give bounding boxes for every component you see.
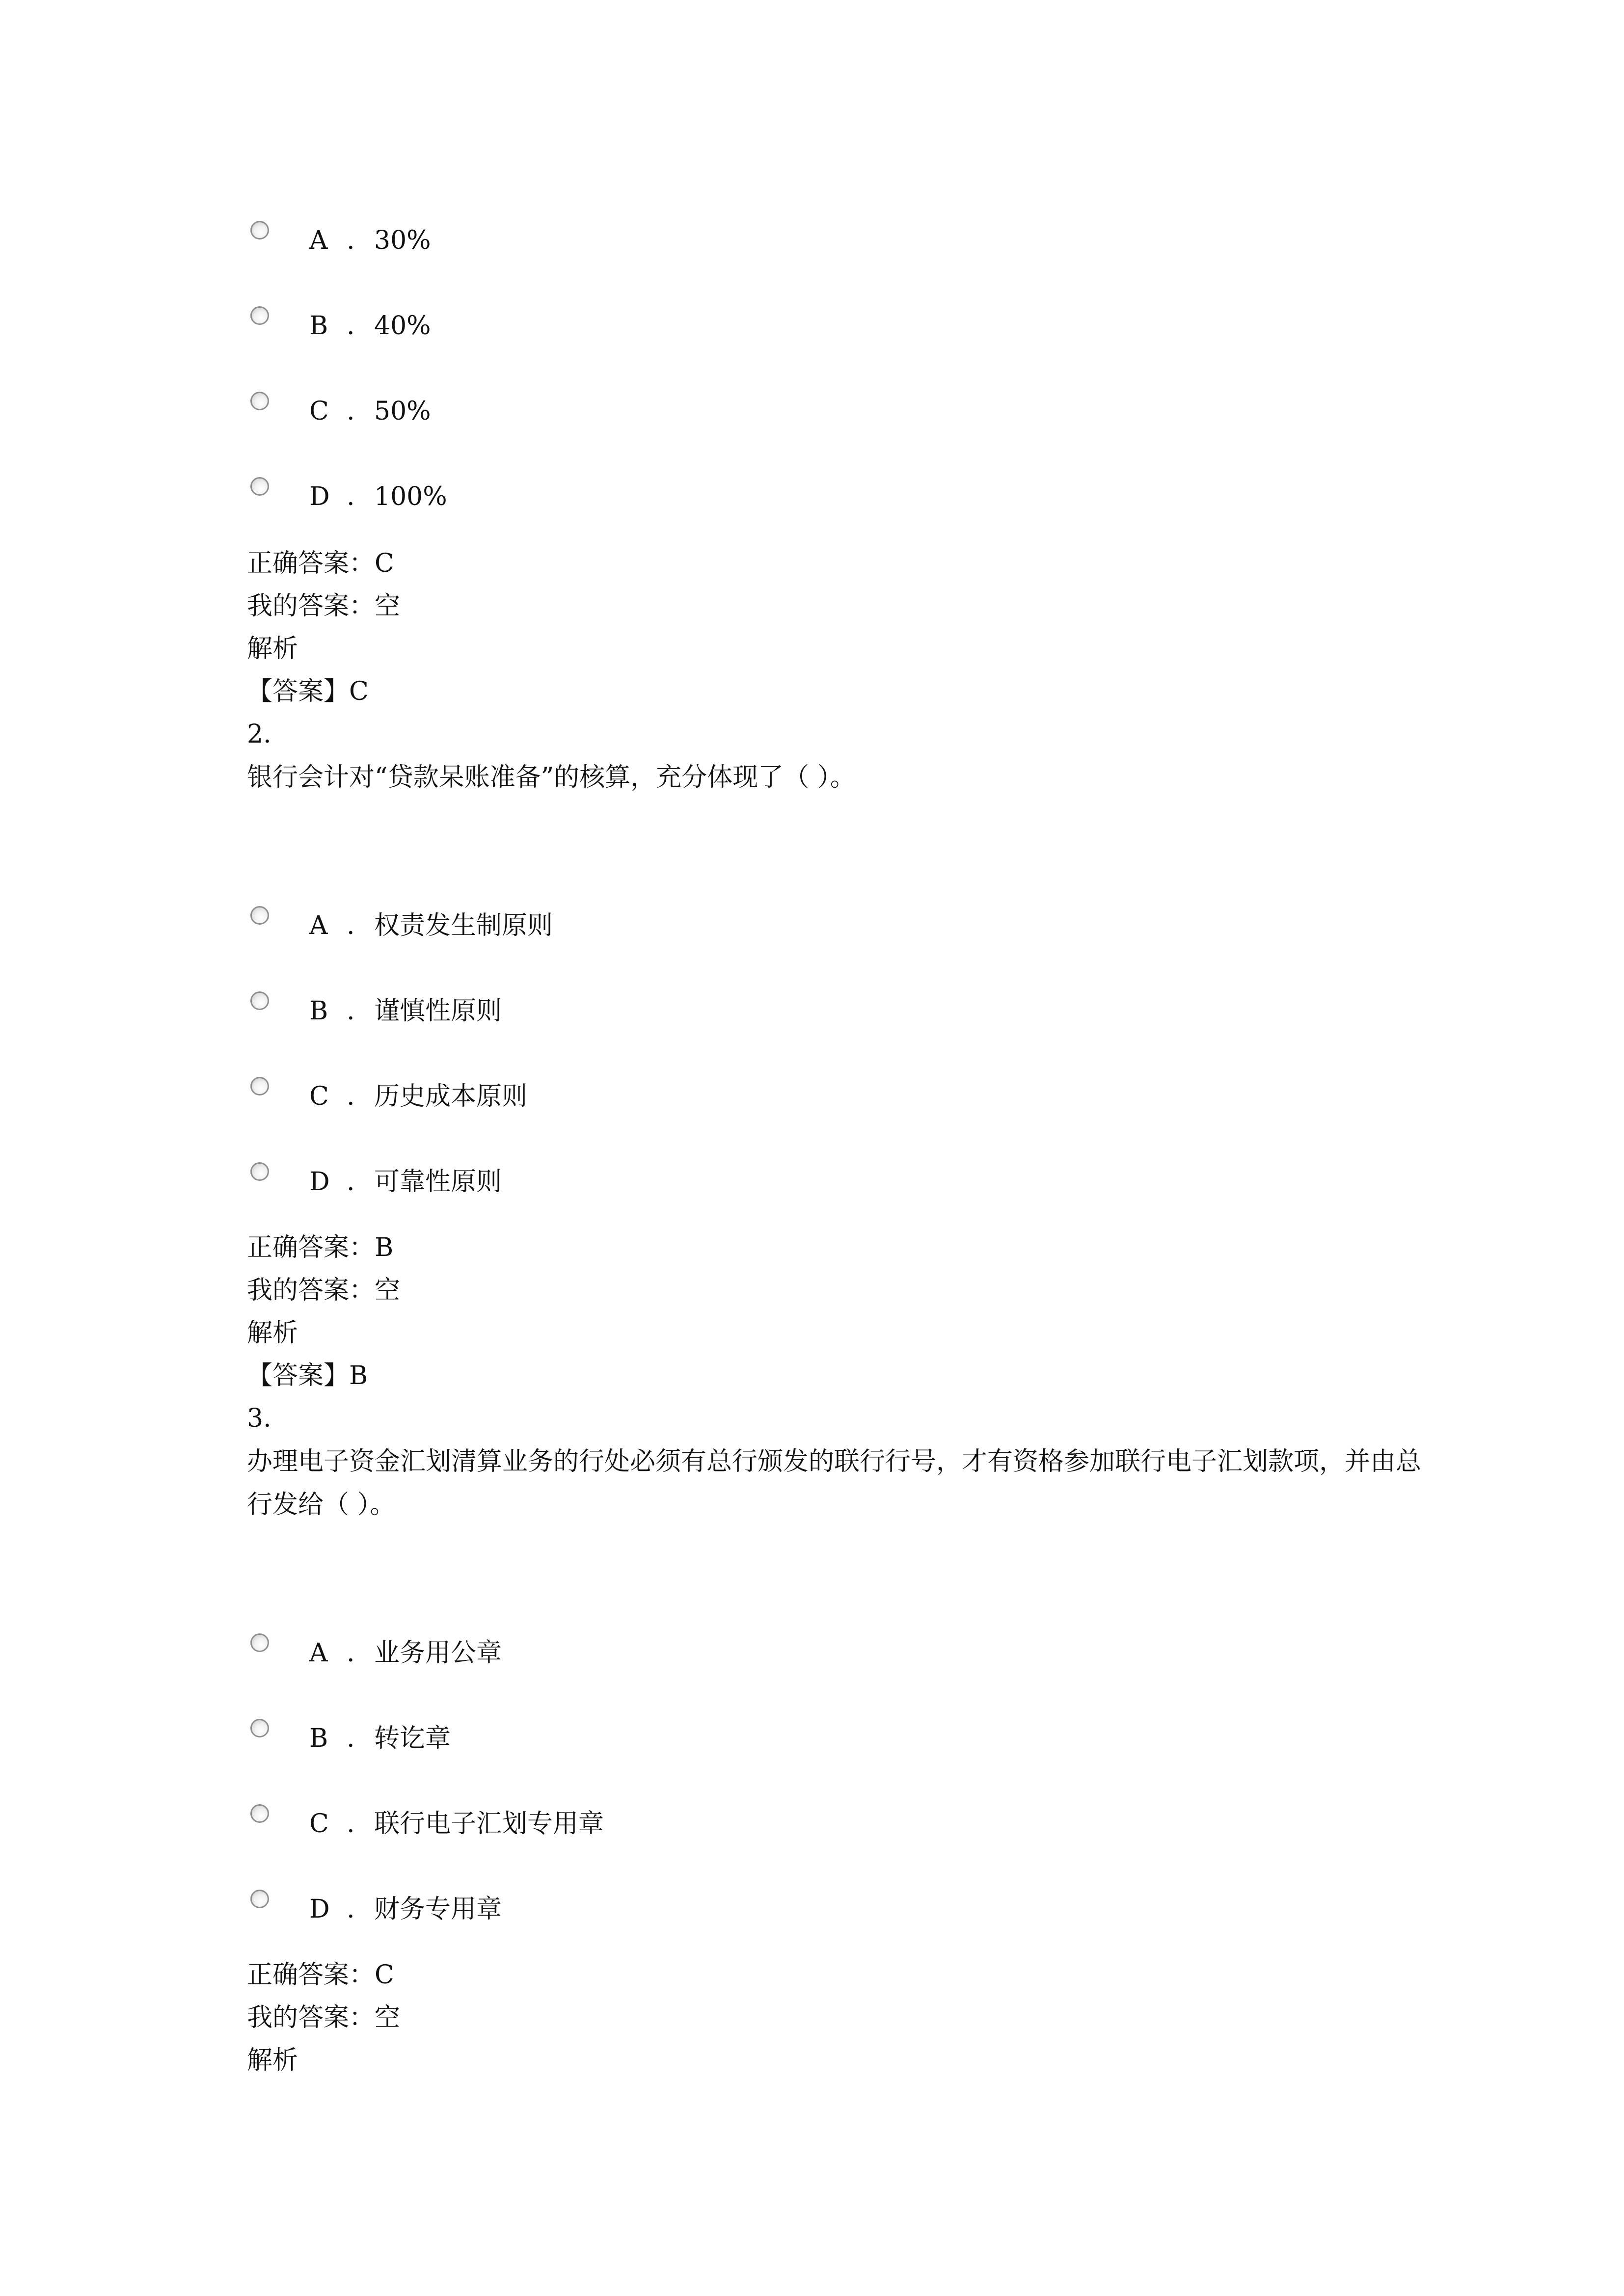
radio-button[interactable] — [250, 392, 269, 410]
q3-analysis-heading: 解析 — [247, 2046, 298, 2075]
option-separator: . — [347, 482, 355, 511]
option-text: 40% — [374, 311, 431, 341]
option-letter: B — [309, 1724, 328, 1753]
option-separator: . — [347, 996, 355, 1026]
radio-button[interactable] — [250, 306, 269, 325]
q2-question-text: 银行会计对“贷款呆账准备”的核算，充分体现了（ ）。 — [247, 763, 856, 792]
q1-answer-key: 【答案】C — [247, 677, 369, 706]
option-separator: . — [347, 1724, 355, 1753]
option-label — [309, 1895, 502, 1924]
option-label — [309, 1082, 527, 1111]
option-text: 业务用公章 — [374, 1638, 502, 1668]
option-label — [309, 1724, 451, 1753]
radio-button[interactable] — [250, 477, 269, 496]
q2-correct-answer: 正确答案：B — [247, 1233, 394, 1262]
q2-analysis-heading: 解析 — [247, 1318, 298, 1348]
option-label — [309, 996, 502, 1026]
option-text: 谨慎性原则 — [374, 996, 502, 1026]
q2-answer-key: 【答案】B — [247, 1361, 368, 1390]
option-text: 历史成本原则 — [374, 1082, 528, 1111]
q1-correct-answer: 正确答案：C — [247, 549, 394, 578]
option-separator: . — [347, 1082, 355, 1111]
option-label — [309, 226, 431, 255]
option-label — [309, 1638, 502, 1668]
option-text: 100% — [374, 482, 447, 511]
option-letter: B — [309, 311, 328, 341]
option-letter: D — [309, 482, 330, 511]
option-text: 联行电子汇划专用章 — [374, 1809, 604, 1839]
option-separator: . — [347, 1167, 355, 1197]
option-letter: A — [309, 226, 328, 255]
option-text: 权责发生制原则 — [374, 911, 553, 940]
q3-my-answer: 我的答案：空 — [247, 2003, 401, 2032]
radio-button[interactable] — [250, 221, 269, 240]
radio-button[interactable] — [250, 1633, 269, 1652]
radio-button[interactable] — [250, 1804, 269, 1823]
radio-button[interactable] — [250, 1077, 269, 1095]
option-label — [309, 1809, 604, 1839]
option-label — [309, 397, 431, 426]
radio-button[interactable] — [250, 906, 269, 925]
option-letter: A — [309, 1638, 328, 1668]
option-label — [309, 1167, 502, 1197]
option-separator: . — [347, 397, 355, 426]
option-text: 可靠性原则 — [374, 1167, 502, 1197]
option-separator: . — [347, 226, 355, 255]
option-separator: . — [347, 911, 355, 940]
option-label — [309, 482, 447, 511]
radio-button[interactable] — [250, 1890, 269, 1908]
option-separator: . — [347, 1638, 355, 1668]
q3-number: 3. — [247, 1404, 271, 1433]
q1-analysis-heading: 解析 — [247, 634, 298, 664]
radio-button[interactable] — [250, 1719, 269, 1737]
option-letter: A — [309, 911, 328, 940]
q1-my-answer: 我的答案：空 — [247, 591, 401, 621]
option-text: 转讫章 — [374, 1724, 451, 1753]
option-label — [309, 911, 553, 940]
option-text: 财务专用章 — [374, 1895, 502, 1924]
option-letter: C — [309, 397, 329, 426]
option-label — [309, 311, 431, 341]
radio-button[interactable] — [250, 1162, 269, 1181]
q2-my-answer: 我的答案：空 — [247, 1276, 401, 1305]
option-text: 50% — [374, 397, 431, 426]
option-letter: B — [309, 996, 328, 1026]
radio-button[interactable] — [250, 991, 269, 1010]
q3-question-text: 办理电子资金汇划清算业务的行处必须有总行颁发的联行行号，才有资格参加联行电子汇划款项，并由总行发给（ ）。 — [247, 1447, 1422, 1520]
option-separator: . — [347, 311, 355, 341]
option-letter: C — [309, 1809, 329, 1839]
option-text: 30% — [374, 226, 431, 255]
option-separator: . — [347, 1895, 355, 1924]
option-letter: C — [309, 1082, 329, 1111]
q3-correct-answer: 正确答案：C — [247, 1960, 394, 1990]
option-letter: D — [309, 1895, 330, 1924]
option-separator: . — [347, 1809, 355, 1839]
q2-number: 2. — [247, 720, 271, 749]
option-letter: D — [309, 1167, 330, 1197]
